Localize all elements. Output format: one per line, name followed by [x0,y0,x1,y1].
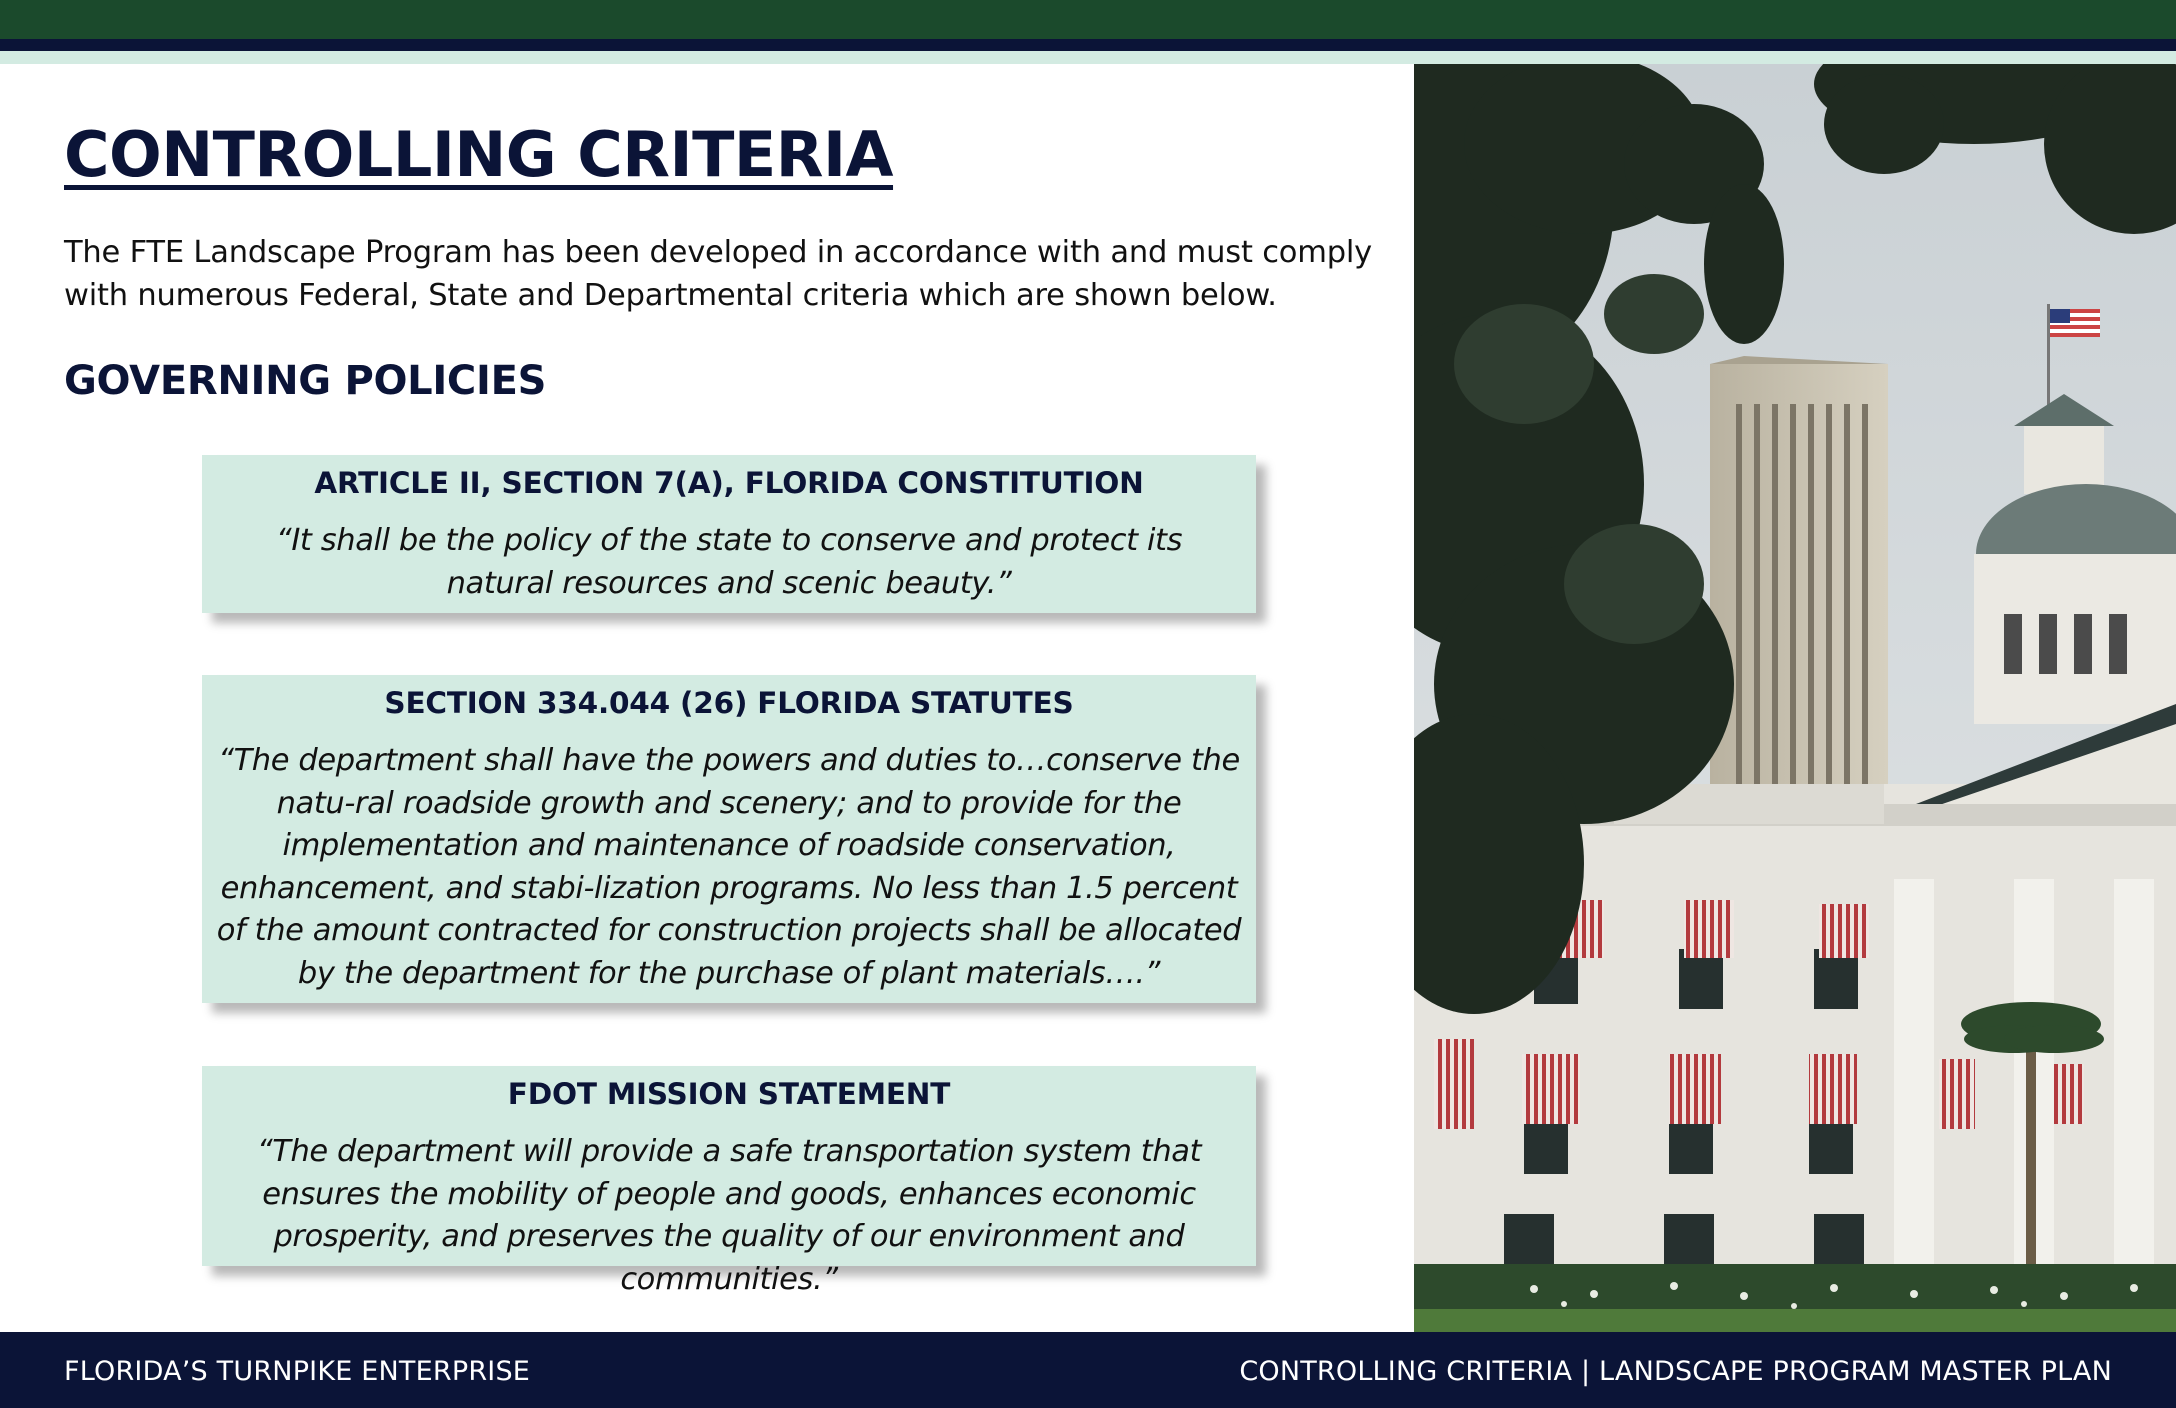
header-band-navy [0,39,2176,51]
page-title: CONTROLLING CRITERIA [64,118,894,191]
policy-card-constitution [202,455,1256,613]
intro-paragraph: The FTE Landscape Program has been developed in accordance with and must comply with numerous Federal, State and Departmental criteria which are shown below. [64,235,1373,313]
policy-card-title: FDOT MISSION STATEMENT [507,1077,951,1111]
policy-card-mission [202,1066,1256,1297]
footer-document-title: CONTROLLING CRITERIA | LANDSCAPE PROGRAM MASTER PLAN [1239,1356,2112,1387]
policy-card-quote: “It shall be the policy of the state to conserve and protect its natural resources and scenic beauty.” [275,523,1183,601]
policy-card-title: ARTICLE II, SECTION 7(A), FLORIDA CONSTITUTION [314,466,1144,500]
policy-card-quote: “The department will provide a safe transportation system that ensures the mobility of people and goods, enhances economic prosperity, and preserves the quality of our environment and communities.” [256,1134,1202,1297]
policy-card-quote: “The department shall have the powers and duties to…conserve the natu-ral roadside growth and scenery; and to provide for the implementation and maintenance of roadside conservation, enhancement, and stabi-lization programs. No less than 1.5 percent of the amount contracted for construction projects shall be allocated by the department for the purchase of plant materials….” [216,743,1242,991]
header-band-green [0,0,2176,39]
footer-bar [0,1332,2176,1408]
section-heading: GOVERNING POLICIES [64,358,547,404]
policy-card-title: SECTION 334.044 (26) FLORIDA STATUTES [384,686,1074,720]
capitol-photo [1414,64,2176,1332]
policy-card-statutes [202,675,1256,1003]
header-band-mint [0,51,2176,64]
footer-organization: FLORIDA’S TURNPIKE ENTERPRISE [64,1356,531,1387]
